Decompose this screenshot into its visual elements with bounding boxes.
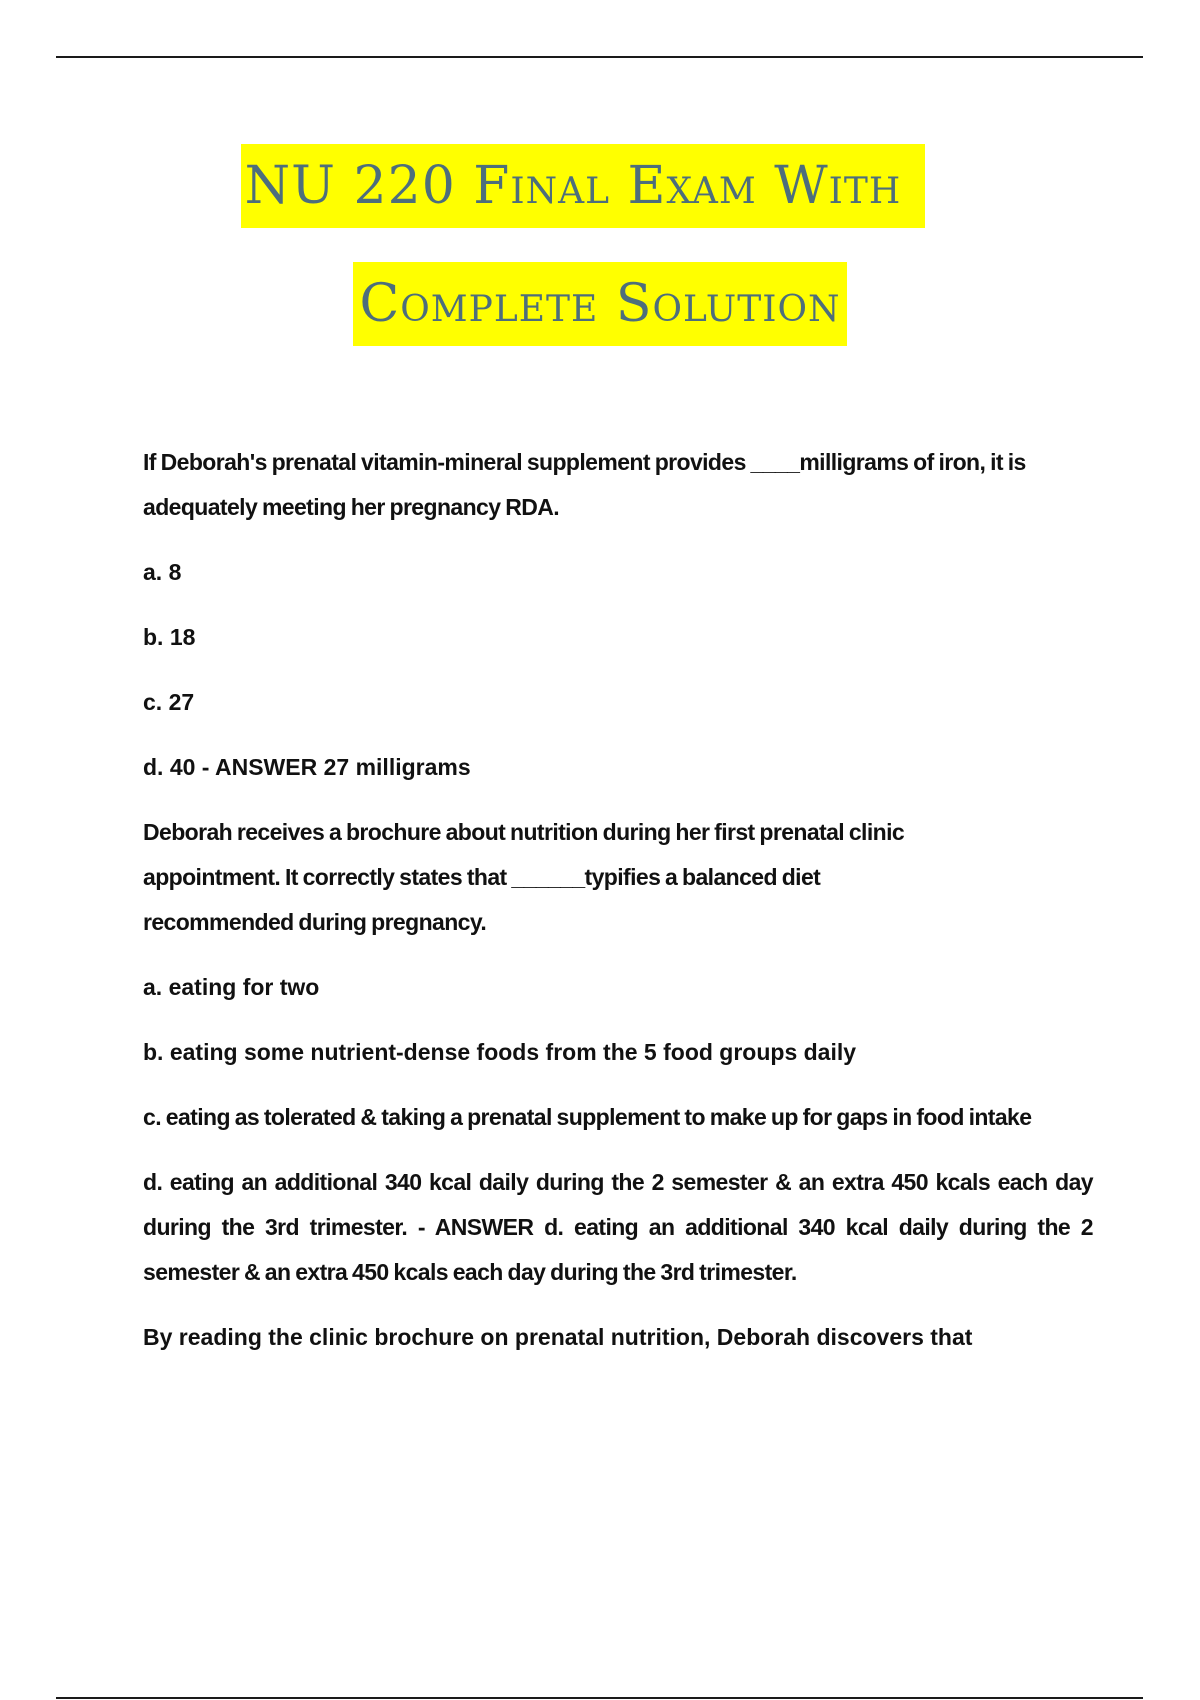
question-1-option-b: b. 18 bbox=[143, 624, 196, 650]
document-body bbox=[143, 440, 1093, 1380]
question-2-option-d-answer: d. eating an additional 340 kcal daily during the 2 semester & an extra 450 kcals each day during the 3rd trimester. - ANSWER d. eating an additional 340 kcal daily during the 2 semester & an extra 450 kcals each day during the 3rd trimester. bbox=[143, 1169, 1093, 1285]
footer-rule bbox=[56, 1697, 1143, 1699]
question-1-option-c: c. 27 bbox=[143, 689, 195, 715]
question-2-stem: Deborah receives a brochure about nutrition during her first prenatal clinic appointment. It correctly states that ______typifies a balanced diet recommended during pregnancy. bbox=[143, 819, 905, 935]
title-line-2: Complete Solution bbox=[353, 262, 846, 346]
question-3-stem: By reading the clinic brochure on prenatal nutrition, Deborah discovers that bbox=[143, 1324, 973, 1350]
question-2-option-b: b. eating some nutrient-dense foods from the 5 food groups daily bbox=[143, 1039, 857, 1065]
question-1-option-d-answer: d. 40 - ANSWER 27 milligrams bbox=[143, 754, 471, 780]
document-title bbox=[0, 144, 1200, 346]
question-2-option-c: c. eating as tolerated & taking a prenatal supplement to make up for gaps in food intake bbox=[143, 1104, 1032, 1130]
question-1-stem: If Deborah's prenatal vitamin-mineral supplement provides ____milligrams of iron, it is adequately meeting her pregnancy RDA. bbox=[143, 449, 1026, 520]
header-rule bbox=[56, 56, 1143, 58]
question-2-option-a: a. eating for two bbox=[143, 974, 320, 1000]
title-line-1: NU 220 Final Exam With bbox=[241, 144, 926, 228]
question-1-option-a: a. 8 bbox=[143, 559, 182, 585]
